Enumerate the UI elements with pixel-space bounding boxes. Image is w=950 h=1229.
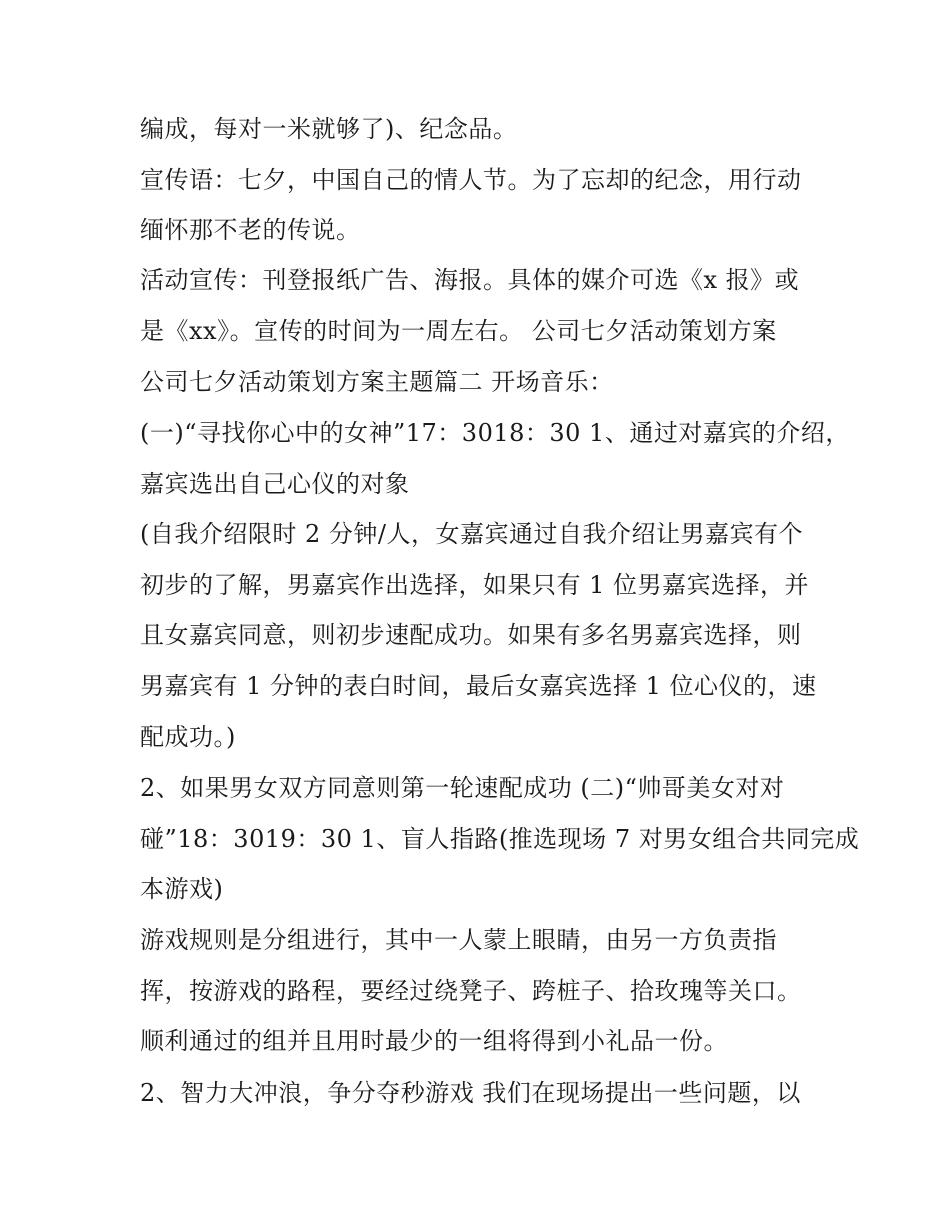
text-line: 挥，按游戏的路程，要经过绕凳子、跨桩子、拾玫瑰等关口。 bbox=[140, 977, 802, 1005]
text-line: (自我介绍限时 2 分钟/人，女嘉宾通过自我介绍让男嘉宾有个 bbox=[140, 520, 803, 548]
text-line: 碰”18：3019：30 1、盲人指路(推选现场 7 对男女组合共同完成 bbox=[140, 825, 860, 853]
text-line: 公司七夕活动策划方案主题篇二 开场音乐： bbox=[140, 368, 614, 396]
text-line: 游戏规则是分组进行，其中一人蒙上眼睛，由另一方负责指 bbox=[140, 926, 777, 954]
text-line: 编成，每对一米就够了)、纪念品。 bbox=[140, 115, 518, 143]
text-line: 初步的了解，男嘉宾作出选择，如果只有 1 位男嘉宾选择，并 bbox=[140, 571, 810, 599]
text-line: 顺利通过的组并且用时最少的一组将得到小礼品一份。 bbox=[140, 1027, 728, 1055]
text-line: 本游戏) bbox=[140, 875, 224, 903]
text-line: 缅怀那不老的传说。 bbox=[140, 216, 361, 244]
text-line: 配成功。) bbox=[140, 723, 236, 751]
text-line: 男嘉宾有 1 分钟的表白时间，最后女嘉宾选择 1 位心仪的，速 bbox=[140, 672, 817, 700]
text-line: 2、如果男女双方同意则第一轮速配成功 (二)“帅哥美女对对 bbox=[140, 774, 785, 802]
text-line: 且女嘉宾同意，则初步速配成功。如果有多名男嘉宾选择，则 bbox=[140, 621, 802, 649]
text-line: 嘉宾选出自己心仪的对象 bbox=[140, 470, 410, 498]
text-line: 活动宣传：刊登报纸广告、海报。具体的媒介可选《x 报》或 bbox=[140, 266, 800, 294]
text-line: 宣传语：七夕，中国自己的情人节。为了忘却的纪念，用行动 bbox=[140, 166, 802, 194]
text-line: 是《xx》。宣传的时间为一周左右。 公司七夕活动策划方案 bbox=[140, 317, 777, 345]
text-line: 2、智力大冲浪，争分夺秒游戏 我们在现场提出一些问题，以 bbox=[140, 1079, 801, 1107]
text-line: (一)“寻找你心中的女神”17：3018：30 1、通过对嘉宾的介绍， bbox=[140, 419, 850, 447]
